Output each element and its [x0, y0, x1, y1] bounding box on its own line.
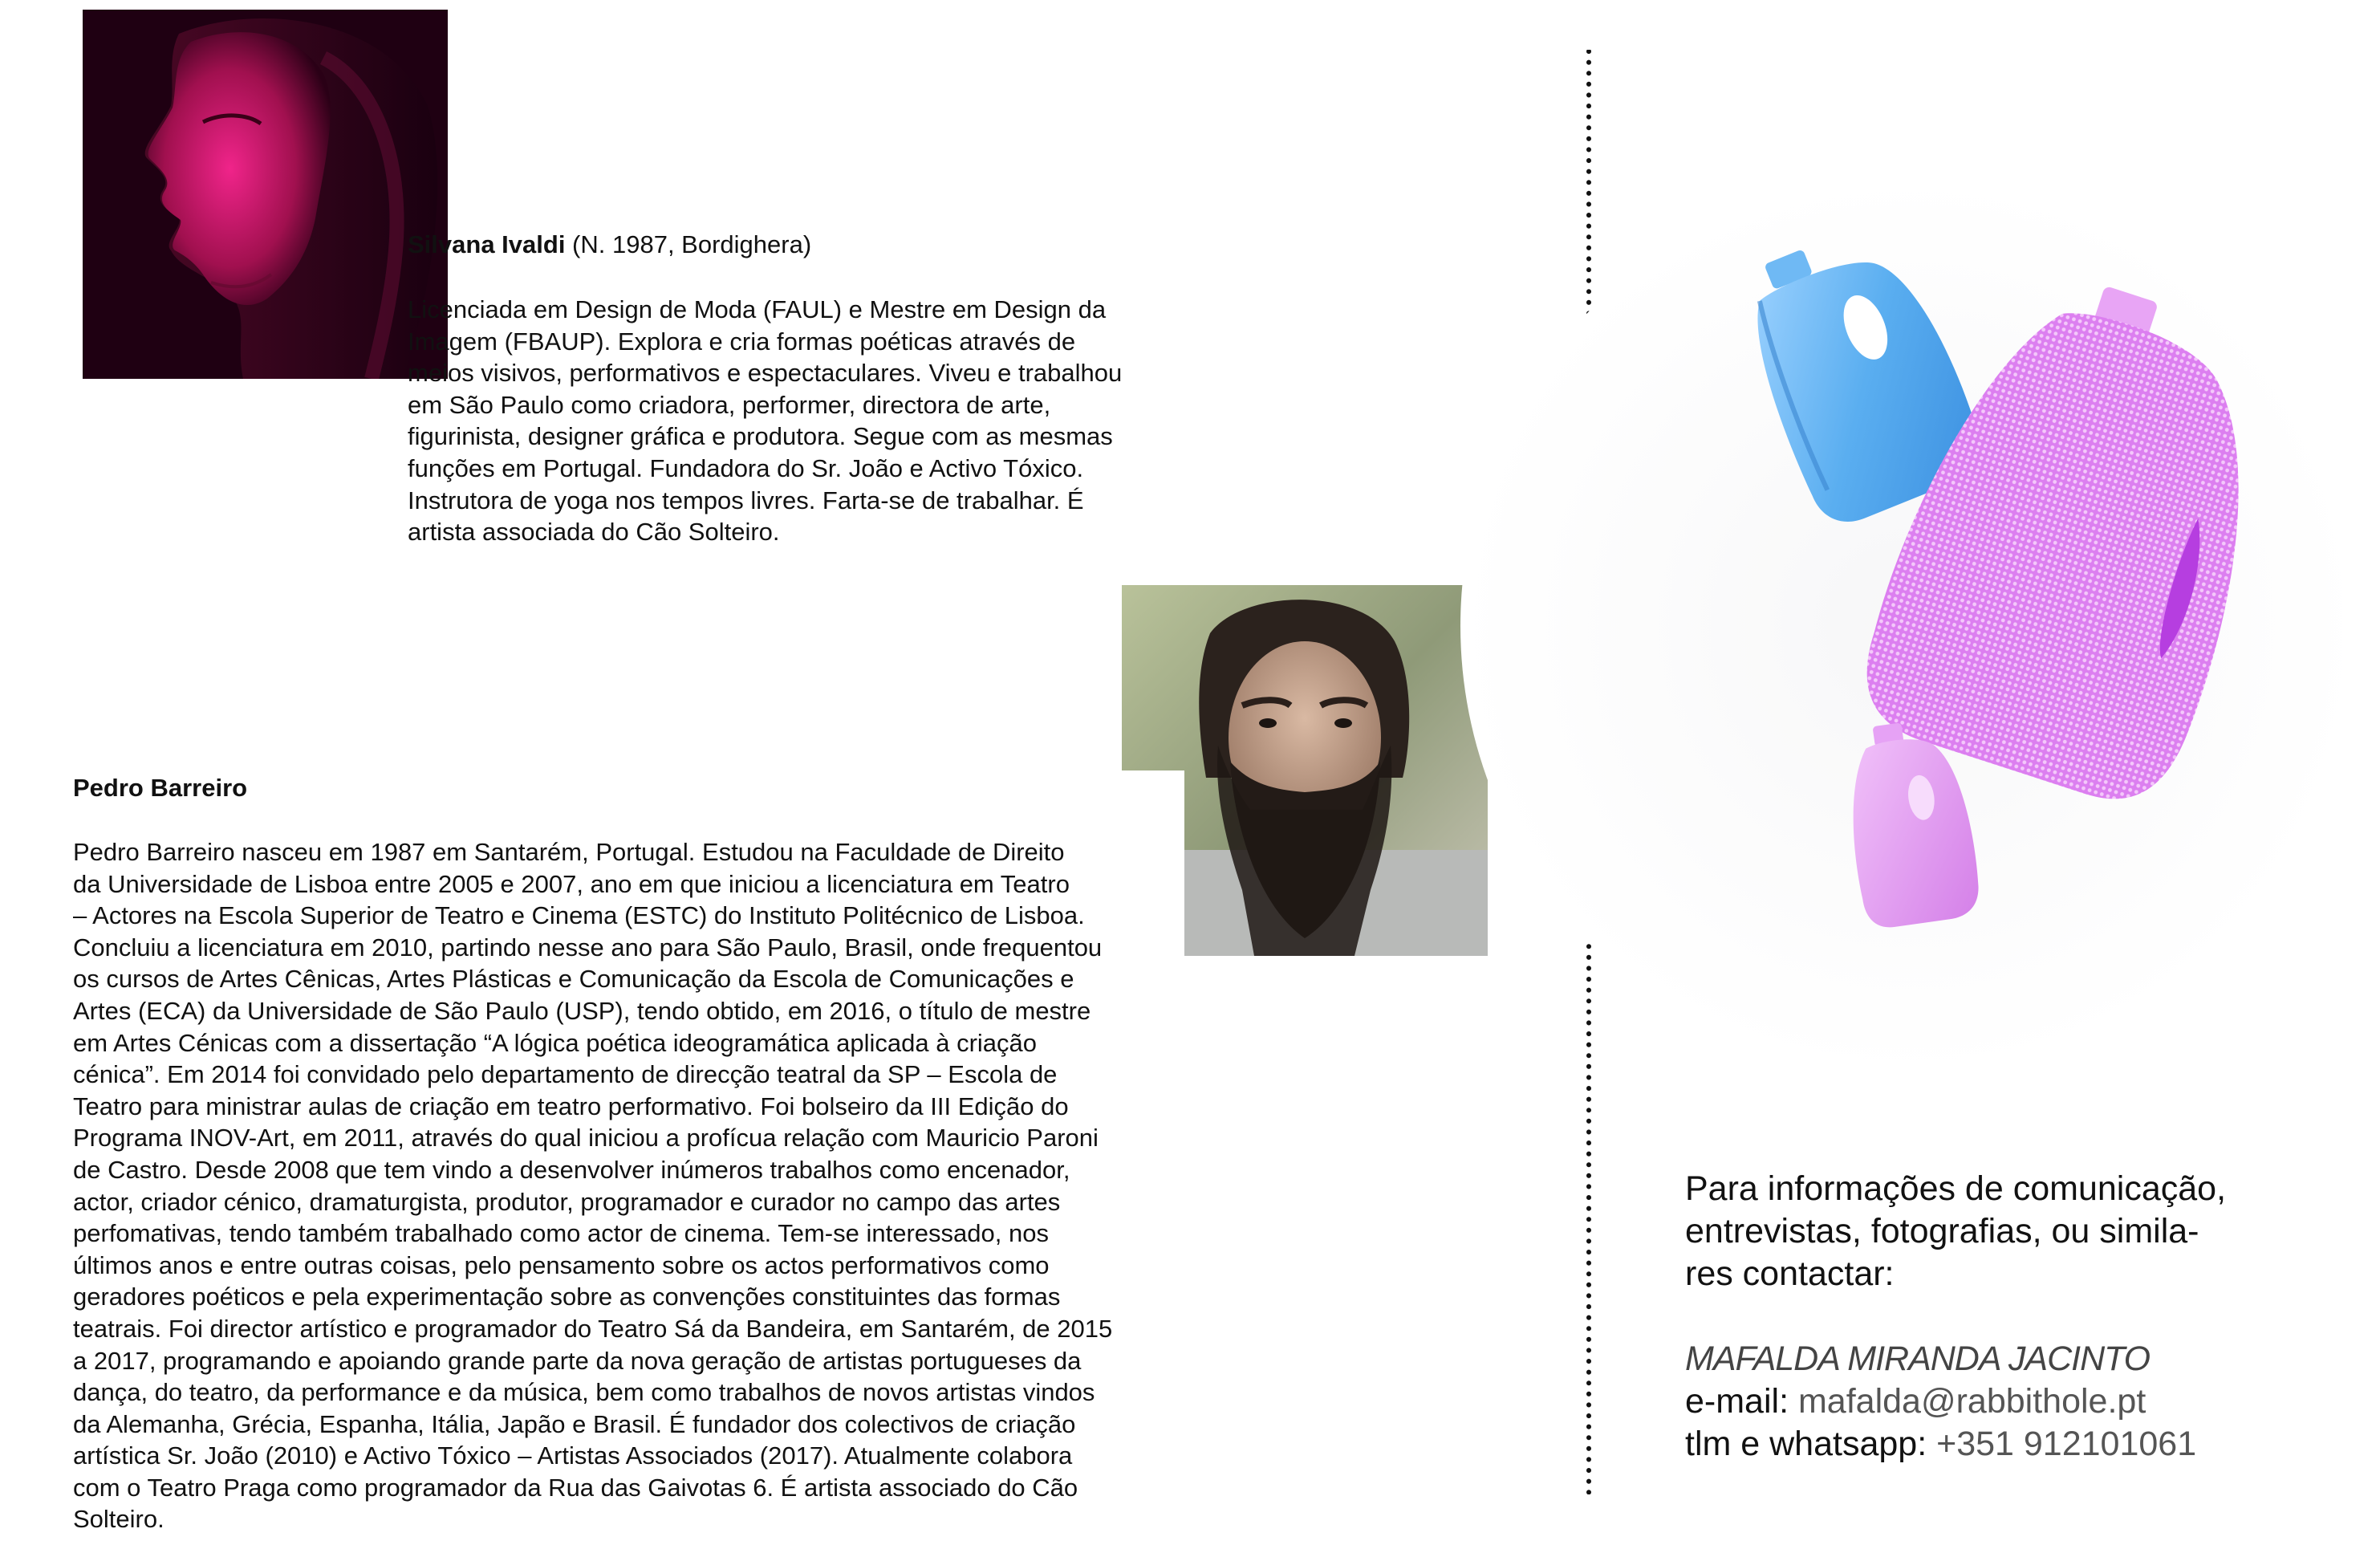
pedro-bio: Pedro Barreiro nasceu em 1987 em Santarém, Portugal. Estudou na Faculdade de Direito da Universidade de Lisboa entre 2005 e 2007, ano em que iniciou a licenciatura em Teatro – Actores na Escola Superior de Teatro e Cinema (ESTC) do Instituto Politécnico de Lisboa. Concluiu a licenciatura em 2010, partindo nesse ano para São Paulo, Brasil, onde frequentou os cursos de Artes Cênicas, Artes Plásticas e Comunicação da Escola de Comunicações e Artes (ECA) da Universidade de São Paulo (USP), tendo obtido, em 2016, o título de mestre em Artes Cénicas com a dissertação “A lógica poética ideogramática aplicada à criação cénica”. Em 2014 foi convidado pelo departamento de direcção teatral da SP – Escola de Teatro para ministrar aulas de criação em teatro performativo. Foi bolseiro da III Edição do Programa INOV-Art, em 2011, através do qual iniciou a profícua relação com Mauricio Paroni de Castro. Desde 2008 que tem vindo a desenvolver inúmeros trabalhos como encenador, actor, criador cénico, dramaturgista, produtor, programador e curador no campo das artes perfomativas, tendo também trabalhado como actor de cinema. Tem-se interessado, nos últimos anos e entre outras coisas, pelo pensamento sobre os actos performativos como geradores poéticos e pela experimentação sobre as convenções constituintes das formas teatrais. Foi director artístico e programador do Teatro Sá da Bandeira, em Santarém, de 2015 a 2017, programando e apoiando grande parte da nova geração de artistas portugueses da dança, do teatro, da performance e da música, bem como trabalhos de novos artistas vindos da Alemanha, Grécia, Espanha, Itália, Japão e Brasil. É fundador dos colectivos de criação artística Sr. João (2010) e Activo Tóxico – Artistas Associados (2017). Atualmente colabora com o Teatro Praga como programador da Rua das Gaivotas 6. É artista associado do Cão Solteiro.: [73, 838, 1113, 1534]
phone-number[interactable]: +351 912101061: [1936, 1425, 2197, 1463]
contact-email-line: [1685, 1380, 2327, 1423]
email-label: e-mail:: [1685, 1382, 1798, 1421]
phone-label: tlm e whatsapp:: [1685, 1425, 1937, 1463]
pedro-name: Pedro Barreiro: [73, 774, 248, 802]
contact-phone-line: [1685, 1423, 2327, 1466]
silvana-name: Silvana Ivaldi: [408, 230, 566, 258]
bottles-illustration: [1444, 177, 2343, 1100]
silvana-portrait: [83, 10, 448, 379]
contact-block: [1685, 1168, 2327, 1466]
silvana-bio: Licenciada em Design de Moda (FAUL) e Mestre em Design da Imagem (FBAUP). Explora e cria formas poéticas através de meios visivos, performativos e espectaculares. Viveu e trabalhou em São Paulo como criadora, performer, directora de arte, figurinista, designer gráfica e produtora. Segue com as mesmas funções em Portugal. Fundadora do Sr. João e Activo Tóxico. Instrutora de yoga nos tempos livres. Farta-se de trabalhar. É artista associada do Cão Solteiro.: [408, 295, 1123, 547]
bottles-image: [1444, 177, 2343, 1100]
silvana-portrait-image: [83, 10, 448, 379]
contact-name: MAFALDA MIRANDA JACINTO: [1685, 1340, 2151, 1378]
silvana-birth: (N. 1987, Bordighera): [565, 230, 812, 258]
silvana-heading: [408, 229, 811, 261]
contact-intro: Para informações de comunicação, entrevistas, fotografias, ou simila- res contactar:: [1685, 1169, 2227, 1293]
email-link[interactable]: mafalda@rabbithole.pt: [1797, 1382, 2146, 1421]
pedro-heading: [73, 772, 247, 804]
